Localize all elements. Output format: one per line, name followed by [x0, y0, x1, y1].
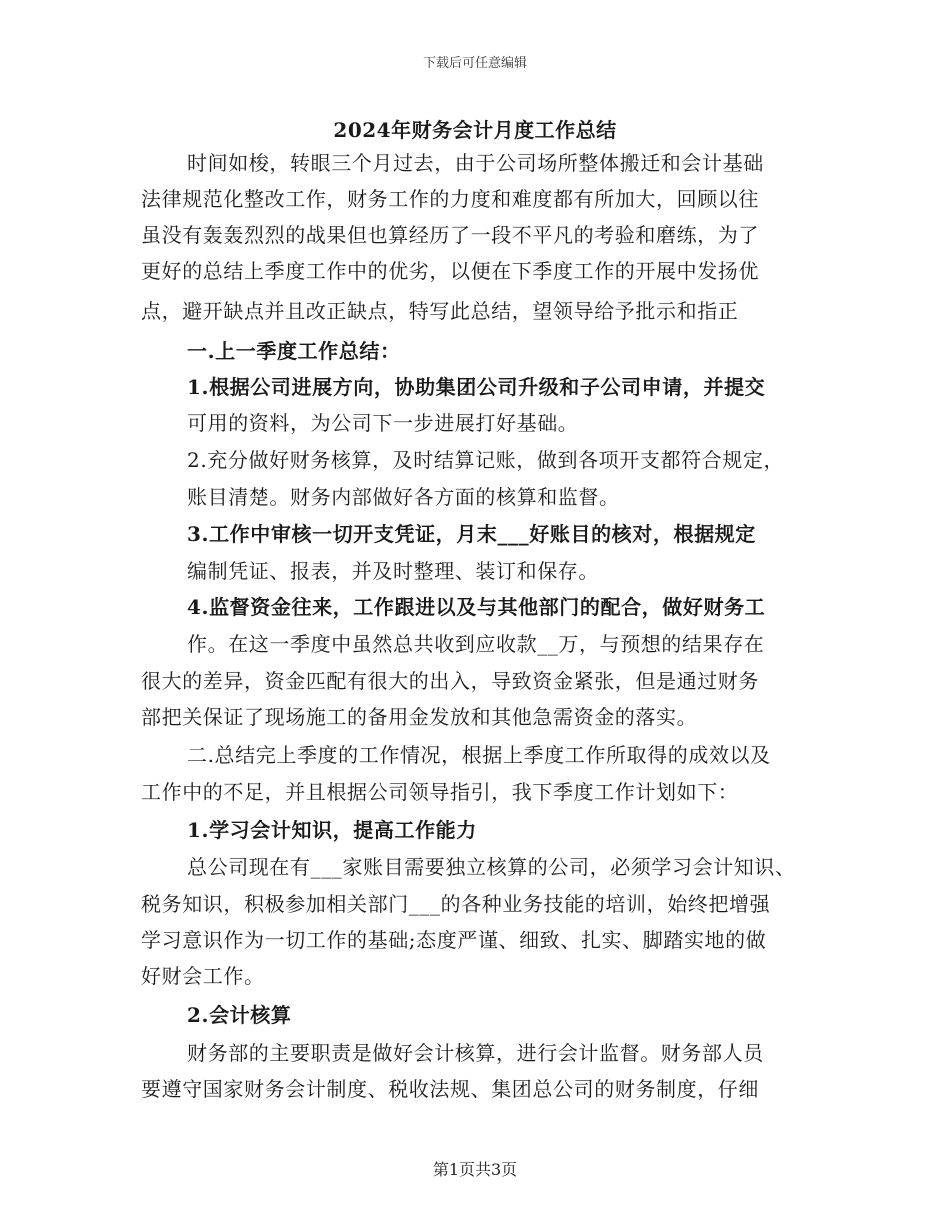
page-number: 第1页共3页: [432, 1160, 518, 1179]
item-heading: 1.学习会计知识，提高工作能力: [187, 818, 477, 842]
paragraph-line: 很大的差异，资金匹配有很大的出入，导致资金紧张，但是通过财务: [141, 669, 759, 693]
paragraph-line: 部把关保证了现场施工的备用金发放和其他急需资金的落实。: [141, 705, 698, 729]
paragraph-line: 好财会工作。: [141, 964, 265, 988]
paragraph-line: 点，避开缺点并且改正缺点，特写此总结，望领导给予批示和指正: [141, 299, 739, 323]
paragraph-line: 学习意识作为一切工作的基础;态度严谨、细致、扎实、脚踏实地的做: [141, 928, 767, 952]
document-title: 2024年财务会计月度工作总结: [333, 118, 617, 142]
paragraph-line: 编制凭证、报表，并及时整理、装订和保存。: [187, 559, 599, 583]
paragraph-line: 法律规范化整改工作，财务工作的力度和难度都有所加大，回顾以往: [141, 187, 759, 211]
paragraph-line: 二.总结完上季度的工作情况，根据上季度工作所取得的成效以及: [187, 743, 771, 767]
paragraph-line: 账目清楚。财务内部做好各方面的核算和监督。: [187, 485, 620, 509]
paragraph-line: 财务部的主要职责是做好会计核算，进行会计监督。财务部人员: [187, 1041, 764, 1065]
paragraph-line: 虽没有轰轰烈烈的战果但也算经历了一段不平凡的考验和磨练，为了: [141, 223, 759, 247]
section-heading: 一.上一季度工作总结：: [187, 339, 401, 363]
paragraph-line: 2.充分做好财务核算，及时结算记账，做到各项开支都符合规定，: [187, 448, 785, 472]
item-heading: 1.根据公司进展方向，协助集团公司升级和子公司申请，并提交: [187, 375, 766, 399]
item-heading: 2.会计核算: [187, 1003, 292, 1027]
header-note: 下载后可任意编辑: [422, 56, 527, 71]
paragraph-line: 可用的资料，为公司下一步进展打好基础。: [187, 411, 579, 435]
paragraph-line: 作。在这一季度中虽然总共收到应收款__万，与预想的结果存在: [187, 632, 765, 656]
paragraph-line: 要遵守国家财务会计制度、税收法规、集团总公司的财务制度，仔细: [141, 1077, 759, 1101]
item-heading: 3.工作中审核一切开支凭证，月末___好账目的核对，根据规定: [187, 522, 756, 546]
paragraph-line: 时间如梭，转眼三个月过去，由于公司场所整体搬迁和会计基础: [187, 151, 764, 175]
paragraph-line: 工作中的不足，并且根据公司领导指引，我下季度工作计划如下：: [141, 780, 739, 804]
paragraph-line: 税务知识，积极参加相关部门___的各种业务技能的培训，始终把增强: [141, 892, 771, 916]
item-heading: 4.监督资金往来，工作跟进以及与其他部门的配合，做好财务工: [187, 595, 766, 619]
paragraph-line: 更好的总结上季度工作中的优劣，以便在下季度工作的开展中发扬优: [141, 259, 759, 283]
paragraph-line: 总公司现在有___家账目需要独立核算的公司，必须学习会计知识、: [187, 855, 796, 879]
